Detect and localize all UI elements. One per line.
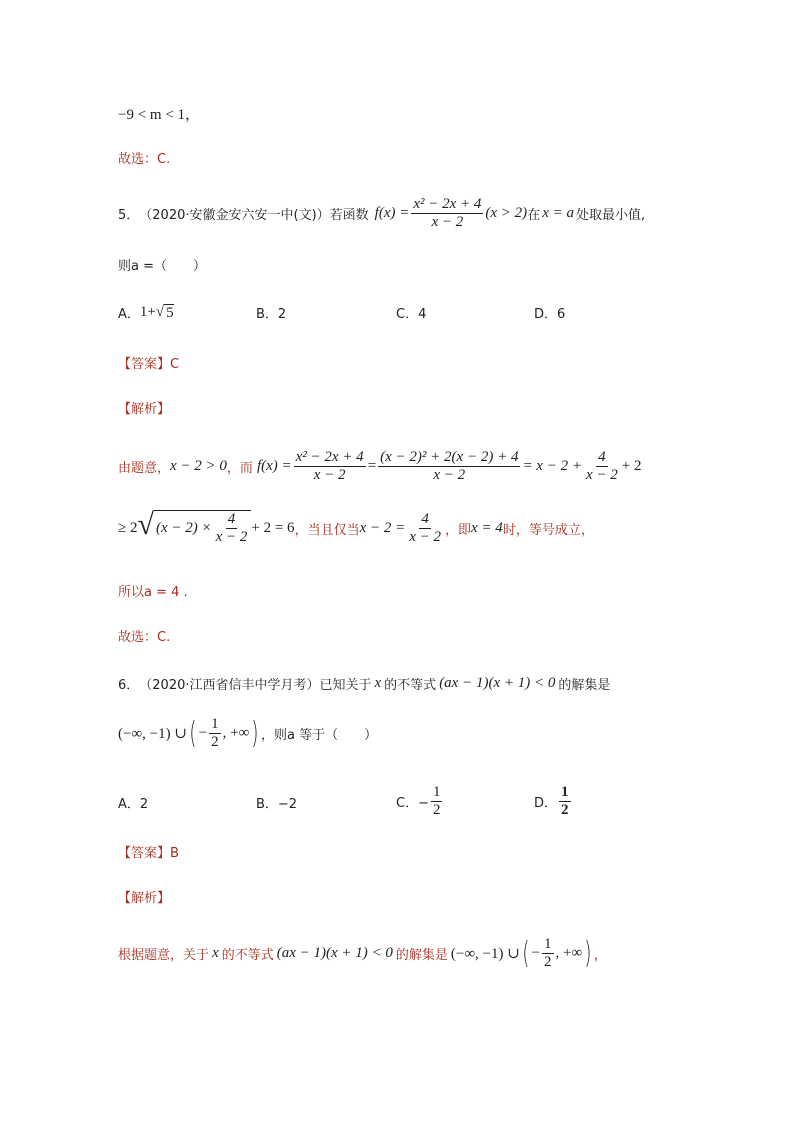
q6-answer-text: 【答案】B	[118, 846, 179, 861]
q6-sol-set-num: 1	[542, 936, 554, 954]
q5-analysis-title	[118, 398, 170, 417]
q5-sol2-x4: x = 4	[471, 519, 503, 536]
q5-sol2-after-root: + 2 = 6	[251, 519, 295, 536]
q6-set-num: 1	[209, 716, 221, 734]
prev-answer-line	[118, 148, 170, 167]
q5-solution-line1	[118, 449, 641, 485]
q5-sol2-root-num: 4	[226, 511, 238, 529]
q6-stem-line1	[118, 674, 610, 693]
q6-set-a: (−∞, −1) ∪	[118, 726, 187, 743]
q5-sol1-frac1-den: x − 2	[313, 467, 346, 484]
q5-option-b: B．2	[256, 307, 287, 322]
q6-sol-ineq: (ax − 1)(x + 1) < 0	[276, 945, 393, 962]
q5-option-a-root: 5	[166, 304, 174, 321]
q5-option-d: D．6	[534, 307, 566, 322]
q6-sol-var: x	[212, 945, 219, 962]
q6-set-minus: −	[198, 725, 208, 742]
q6-ineq: (ax − 1)(x + 1) < 0	[439, 675, 556, 691]
q5-frac-den: x − 2	[431, 214, 464, 231]
q5-sol2-root-frac	[214, 511, 250, 547]
q6-sol-set-frac	[542, 936, 554, 972]
q6-left-paren: (	[189, 715, 197, 751]
q5-solution-line3	[118, 581, 188, 600]
q6-tail: 的解集是	[558, 678, 611, 693]
q6-then: ，则a 等于（ ）	[260, 728, 378, 744]
q5-answer	[118, 353, 179, 372]
q5-frac-num: x² − 2x + 4	[411, 196, 483, 214]
q6-option-d-num: 1	[559, 784, 571, 802]
q5-sol2-eqn: x − 2 =	[359, 519, 406, 536]
q5-sol2-end: 时，等号成立，	[502, 522, 594, 538]
q6-option-c-label: C．−	[396, 796, 429, 812]
q5-sol1-frac2	[378, 449, 520, 485]
q5-sol1-f: f(x) =	[256, 458, 292, 475]
q5-sol2-sqrt: √ (x − 2) × $\frac{4}{x - 2}$	[137, 510, 251, 547]
q6-sol-set-minus: −	[531, 945, 540, 962]
q5-sol1-frac3-num: 4	[596, 449, 608, 467]
q5-mid-text: 在	[527, 208, 541, 224]
q6-options	[118, 784, 678, 824]
q5-cond: x = a	[542, 205, 574, 222]
q5-sol2-eqn-den: x − 2	[409, 528, 442, 545]
q5-tail: 处取最小值,	[575, 208, 646, 224]
q6-number: 6．	[118, 678, 140, 693]
q6-set-frac	[209, 716, 221, 752]
q5-sol2-eqn-frac	[407, 511, 443, 547]
q6-option-c-den: 2	[432, 802, 441, 819]
q6-sol-set-a: (−∞, −1) ∪	[450, 946, 520, 963]
q6-answer	[118, 842, 179, 861]
q5-sol1-frac1-num: x² − 2x + 4	[294, 449, 366, 467]
q5-sol2-root-den: x − 2	[215, 529, 248, 546]
q5-stem-line1	[118, 196, 645, 232]
q5-sol2-that: ，即	[445, 522, 472, 538]
q5-option-a-value: 1+ √ 5	[139, 303, 174, 321]
q6-sol-mid: 的不等式	[221, 948, 274, 964]
q5-sol1-tail: + 2	[621, 458, 642, 475]
prev-range-line	[118, 103, 200, 124]
q6-solution-line	[118, 936, 607, 972]
q5-answer-text: 【答案】C	[118, 357, 180, 372]
q5-source: （2020·安徽金安六安一中(文)）若函数	[139, 208, 369, 224]
q6-sol-set-tail: , +∞	[555, 945, 583, 962]
q6-set-den: 2	[211, 734, 219, 751]
q6-right-paren: )	[251, 715, 259, 751]
q5-sol1-frac1	[294, 449, 366, 485]
q5-option-a-label: A．	[118, 307, 140, 322]
q5-analysis-title-text: 【解析】	[118, 402, 171, 417]
q5-sol1-cond: x − 2 > 0	[170, 458, 227, 475]
q5-solution-line4	[118, 626, 170, 645]
q5-number: 5．	[118, 208, 140, 224]
q5-options	[118, 303, 678, 325]
q6-analysis-title	[118, 887, 170, 906]
q5-sol4-text: 故选：C.	[118, 630, 171, 645]
q6-sol-set-den: 2	[544, 954, 552, 971]
q5-domain: (x > 2)	[485, 205, 528, 222]
q5-sol1-lead: 由题意，	[118, 461, 171, 477]
q5-sol2-root-a: (x − 2) ×	[155, 520, 212, 537]
q5-option-a-pre: 1+	[139, 303, 156, 320]
q5-sol1-eq2: = x − 2 +	[522, 458, 582, 475]
prev-answer-text: 故选：C.	[118, 152, 171, 167]
q6-option-b: B．−2	[256, 797, 298, 812]
q5-option-c: C．4	[396, 307, 427, 322]
q5-sol1-frac3-den: x − 2	[585, 467, 618, 484]
q5-sol2-ge: ≥ 2	[118, 519, 138, 536]
q6-option-c-num: 1	[431, 784, 443, 802]
q6-option-c-frac	[431, 784, 443, 820]
q6-mid: 的不等式	[384, 678, 437, 693]
q5-line2: 则a =（ ）	[118, 259, 206, 274]
q6-option-d-frac	[559, 784, 571, 820]
q6-sol-end: ，	[593, 948, 607, 964]
q6-stem-line2	[118, 716, 377, 752]
q6-sol-tail: 的解集是	[395, 948, 448, 964]
q6-analysis-title-text: 【解析】	[118, 891, 171, 906]
q5-solution-line2	[118, 510, 594, 547]
q5-sol1-frac2-den: x − 2	[433, 467, 466, 484]
q5-f-lhs: f(x) =	[374, 205, 410, 222]
q5-sol1-frac2-num: (x − 2)² + 2(x − 2) + 4	[378, 449, 520, 467]
q6-option-d	[534, 784, 573, 820]
q5-stem-line2	[118, 255, 206, 274]
q6-option-a: A．2	[118, 797, 149, 812]
q6-option-c	[396, 784, 444, 820]
q6-var: x	[374, 675, 382, 691]
q5-sol3-text: 所以a = 4 .	[118, 585, 188, 600]
q5-sol1-eq: =	[367, 458, 377, 475]
q6-option-d-den: 2	[561, 802, 569, 819]
q6-option-d-label: D．	[534, 796, 558, 812]
q5-sol2-when: ，当且仅当	[294, 522, 360, 538]
q6-sol-left-paren: (	[522, 935, 530, 971]
q5-fraction	[411, 196, 483, 232]
q6-set-tail: , +∞	[222, 725, 250, 742]
q6-sol-right-paren: )	[584, 935, 592, 971]
q6-source: （2020·江西省信丰中学月考）已知关于	[139, 678, 372, 693]
q5-sol1-comma: ，而	[226, 461, 253, 477]
q5-sol1-frac3	[584, 449, 620, 485]
prev-range-text: −9 < m < 1，	[118, 107, 201, 123]
q5-option-a	[118, 303, 174, 322]
q5-sol2-eqn-num: 4	[419, 511, 431, 529]
q6-sol-lead: 根据题意，关于	[118, 948, 210, 964]
